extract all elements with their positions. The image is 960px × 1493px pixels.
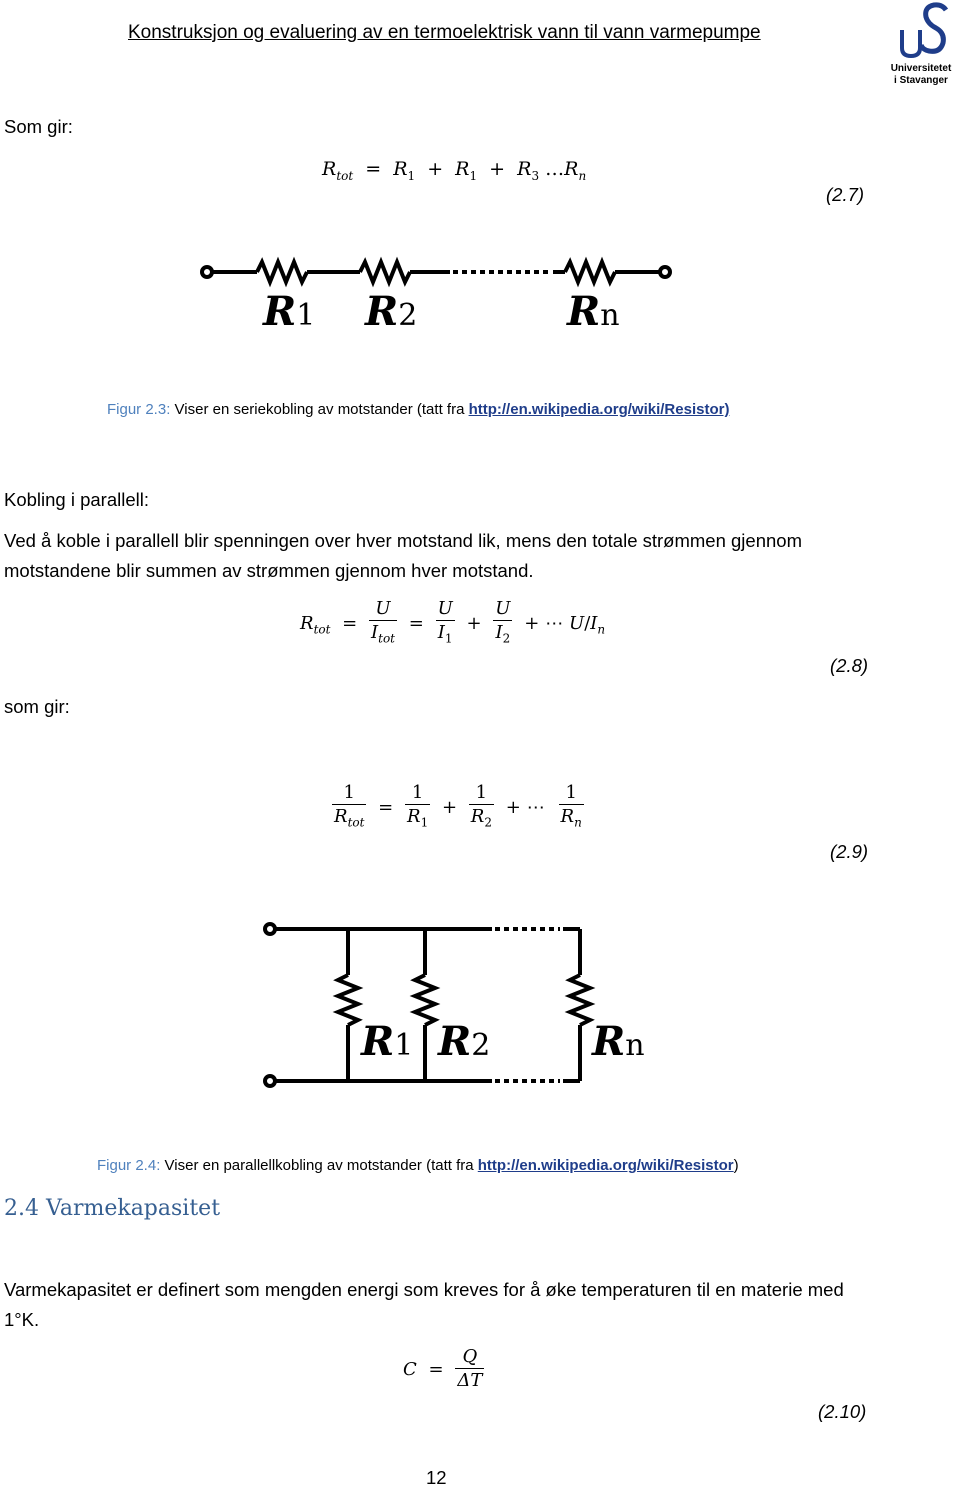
terminal-left [202, 267, 212, 277]
label-r1: R1 [263, 288, 316, 335]
resistor-rn-symbol [565, 262, 615, 282]
label-r2: R2 [365, 288, 418, 335]
logo-text-line2: i Stavanger [894, 75, 948, 86]
resistor-r1-symbol [257, 262, 307, 282]
equation-number-2-10: (2.10) [818, 1401, 867, 1422]
label-r1: R1 [361, 1018, 414, 1065]
terminal-right [660, 267, 670, 277]
terminal-bottom [265, 1076, 275, 1086]
caption-link-2-3[interactable]: http://en.wikipedia.org/wiki/Resistor) [468, 401, 730, 418]
logo-text-line1: Universitetet [890, 63, 952, 74]
label-rn: Rn [592, 1018, 645, 1065]
resistor-r2-symbol [415, 929, 435, 1081]
series-circuit-diagram [195, 255, 685, 350]
header-title: Konstruksjon og evaluering av en termoelektrisk vann til vann varmepumpe [128, 22, 761, 43]
caption-link-2-4[interactable]: http://en.wikipedia.org/wiki/Resistor [477, 1157, 734, 1174]
resistor-rn-symbol [570, 929, 590, 1081]
page-number: 12 [426, 1467, 447, 1488]
uis-logo-icon [888, 2, 954, 58]
label-r2: R2 [438, 1018, 491, 1065]
equation-number-2-9: (2.9) [830, 841, 869, 862]
resistor-r1-symbol [338, 929, 358, 1081]
university-logo [888, 2, 954, 86]
equation-2-8: $R_{tot}$ = $\frac{U}{I_{tot}}$ = $\frac{U}{I_1}$ + $\frac{U}{I_2}$ + ⋯ $U/I_n$ [300, 598, 606, 646]
parallel-paragraph: Ved å koble i parallell blir spenningen over hver motstand lik, mens den totale strømmen gjennom motstandene blir summen av strømmen gjennom hver motstand. [4, 530, 802, 581]
figure-2-3-caption: Figur 2.3: Viser en seriekobling av motstander (tatt fra http://en.wikipedia.org/wiki/Resistor) [107, 401, 730, 418]
parallel-circuit-diagram [258, 915, 658, 1095]
section-heading: 2.4 Varmekapasitet [4, 1196, 221, 1221]
figure-2-4-caption: Figur 2.4: Viser en parallellkobling av motstander (tatt fra http://en.wikipedia.org/wiki/Resistor) [97, 1157, 739, 1174]
equation-2-7: $R_{tot} = R_1 + R_1 + R_3$ $\dots R_n$ [322, 158, 587, 183]
parallel-heading: Kobling i parallell: [4, 489, 150, 510]
equation-number-2-8: (2.8) [830, 655, 869, 676]
equation-number-2-7: (2.7) [826, 184, 865, 205]
equation-2-10: C = $\frac{Q}{\Delta T}$ [403, 1346, 483, 1391]
som-gir-label-1: Som gir: [4, 116, 73, 137]
section-paragraph: Varmekapasitet er definert som mengden energi som kreves for å øke temperaturen til en materie med 1°K. [4, 1279, 844, 1330]
equation-2-9: $\frac{1}{R_{tot}}$ = $\frac{1}{R_1}$ + $\frac{1}{R_2}$ + ⋯ $\frac{1}{R_n}$ [334, 782, 582, 830]
resistor-r2-symbol [360, 262, 410, 282]
terminal-top [265, 924, 275, 934]
label-rn: Rn [567, 288, 620, 335]
som-gir-label-2: som gir: [4, 696, 70, 717]
